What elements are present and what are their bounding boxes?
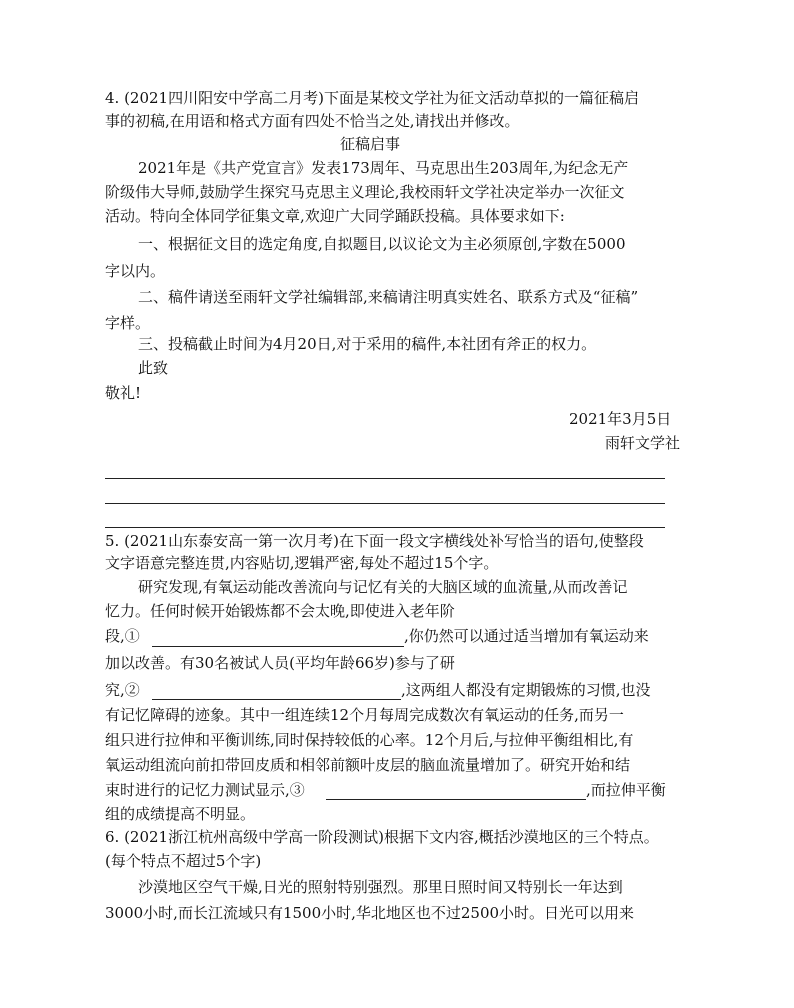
q5-passage-line9-end: ,而拉伸平衡 (586, 781, 666, 799)
q6-passage-line2: 3000小时,而长江流域只有1500小时,华北地区也不过2500小时。日光可以用来 (105, 904, 635, 922)
q5-passage-line4: 加以改善。有30名被试人员(平均年龄66岁)参与了研 (105, 654, 455, 672)
answer-line-3[interactable] (105, 527, 665, 528)
fill-blank-1[interactable] (152, 646, 404, 647)
notice-item2-line2: 字样。 (105, 314, 151, 332)
q6-stem-line2: (每个特点不超过5个字) (105, 852, 262, 870)
q6-passage-line1: 沙漠地区空气干燥,日光的照射特别强烈。那里日照时间又特别长一年达到 (138, 878, 623, 896)
q5-passage-line8: 氧运动组流向前扣带回皮质和相邻前额叶皮层的脑血流量增加了。研究开始和结 (105, 756, 631, 774)
notice-item1-line2: 字以内。 (105, 262, 166, 280)
q5-passage-line5-end: ,这两组人都没有定期锻炼的习惯,也没 (401, 681, 651, 699)
q5-passage-line10: 组的成绩提高不明显。 (105, 805, 256, 823)
fill-blank-2[interactable] (152, 699, 401, 700)
q5-passage-line7: 组只进行拉伸和平衡训练,同时保持较低的心率。12个月后,与拉伸平衡组相比,有 (105, 731, 634, 749)
notice-item3: 三、投稿截止时间为4月20日,对于采用的稿件,本社团有斧正的权力。 (138, 335, 597, 353)
q5-passage-line5-start: 究,② (105, 681, 140, 699)
q5-passage-line1: 研究发现,有氧运动能改善流向与记忆有关的大脑区域的血流量,从而改善记 (138, 578, 628, 596)
q5-stem-line2: 文字语意完整连贯,内容贴切,逻辑严密,每处不超过15个字。 (105, 554, 499, 572)
notice-title: 征稿启事 (340, 135, 401, 153)
q5-passage-line2: 忆力。任何时候开始锻炼都不会太晚,即使进入老年阶 (105, 602, 455, 620)
notice-date: 2021年3月5日 (569, 410, 672, 428)
notice-paragraph-line3: 活动。特向全体同学征集文章,欢迎广大同学踊跃投稿。具体要求如下: (105, 207, 565, 225)
answer-line-2[interactable] (105, 503, 665, 504)
q5-passage-line3-start: 段,① (105, 627, 140, 645)
notice-closing-line2: 敬礼! (105, 384, 142, 402)
answer-line-1[interactable] (105, 478, 665, 479)
q4-stem-line1: 4. (2021四川阳安中学高二月考)下面是某校文学社为征文活动草拟的一篇征稿启 (105, 89, 639, 107)
notice-signature: 雨轩文学社 (605, 434, 681, 452)
q5-stem-line1: 5. (2021山东泰安高一第一次月考)在下面一段文字横线处补写恰当的语句,使整段 (105, 532, 644, 550)
notice-item2-line1: 二、稿件请送至雨轩文学社编辑部,来稿请注明真实姓名、联系方式及“征稿” (138, 288, 639, 306)
notice-item1-line1: 一、根据征文目的选定角度,自拟题目,以议论文为主必须原创,字数在5000 (138, 235, 626, 253)
fill-blank-3[interactable] (326, 799, 586, 800)
notice-paragraph-line1: 2021年是《共产党宣言》发表173周年、马克思出生203周年,为纪念无产 (138, 159, 629, 177)
q5-passage-line3-end: ,你仍然可以通过适当增加有氧运动来 (404, 627, 649, 645)
q4-stem-line2: 事的初稿,在用语和格式方面有四处不恰当之处,请找出并修改。 (105, 112, 520, 130)
q5-passage-line6: 有记忆障碍的迹象。其中一组连续12个月每周完成数次有氧运动的任务,而另一 (105, 706, 624, 724)
notice-paragraph-line2: 阶级伟大导师,鼓励学生探究马克思主义理论,我校雨轩文学社决定举办一次征文 (105, 183, 625, 201)
q6-stem-line1: 6. (2021浙江杭州高级中学高一阶段测试)根据下文内容,概括沙漠地区的三个特点。 (105, 828, 659, 846)
notice-closing-line1: 此致 (138, 359, 169, 377)
q5-passage-line9-start: 束时进行的记忆力测试显示,③ (105, 781, 305, 799)
